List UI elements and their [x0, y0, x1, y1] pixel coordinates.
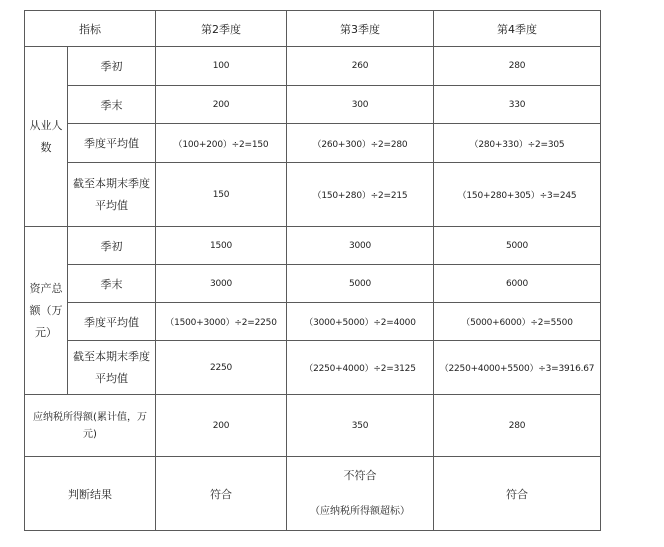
cell-value: 3000 [287, 227, 434, 265]
cell-value: 150 [156, 163, 287, 227]
result-q3-line1: 不符合 [343, 468, 377, 482]
table-row [25, 227, 601, 265]
cell-value: 300 [287, 86, 434, 124]
table-row [25, 163, 601, 227]
table-row [25, 457, 601, 531]
header-q4: 第4季度 [434, 11, 601, 47]
header-row [25, 11, 601, 47]
cell-value: （100+200）÷2=150 [156, 124, 287, 163]
cell-value: （280+330）÷2=305 [434, 124, 601, 163]
cell-value: 350 [287, 395, 434, 457]
row-label: 季末 [68, 86, 156, 124]
result-label: 判断结果 [25, 457, 156, 531]
row-label: 季度平均值 [68, 124, 156, 163]
quarterly-data-table [24, 10, 601, 531]
result-q2: 符合 [156, 457, 287, 531]
row-label: 季初 [68, 227, 156, 265]
cell-value: 260 [287, 47, 434, 86]
header-q3: 第3季度 [287, 11, 434, 47]
cell-value: 280 [434, 47, 601, 86]
cell-value: （3000+5000）÷2=4000 [287, 303, 434, 341]
employees-group-label: 从业人数 [25, 47, 68, 227]
cell-value: （5000+6000）÷2=5500 [434, 303, 601, 341]
cell-value: （150+280）÷2=215 [287, 163, 434, 227]
cell-value: （260+300）÷2=280 [287, 124, 434, 163]
result-q4: 符合 [434, 457, 601, 531]
cell-value: （2250+4000）÷2=3125 [287, 341, 434, 395]
cell-value: 200 [156, 395, 287, 457]
row-label: 季初 [68, 47, 156, 86]
cell-value: 330 [434, 86, 601, 124]
cell-value: （1500+3000）÷2=2250 [156, 303, 287, 341]
header-q2: 第2季度 [156, 11, 287, 47]
table-row [25, 265, 601, 303]
cell-value: 5000 [287, 265, 434, 303]
header-indicator: 指标 [25, 11, 156, 47]
row-label: 季度平均值 [68, 303, 156, 341]
cell-value: 280 [434, 395, 601, 457]
table-row [25, 395, 601, 457]
cell-value: （2250+4000+5500）÷3=3916.67 [434, 341, 601, 395]
row-label: 季末 [68, 265, 156, 303]
cell-value: 6000 [434, 265, 601, 303]
cell-value: 200 [156, 86, 287, 124]
cell-value: 2250 [156, 341, 287, 395]
cell-value: 5000 [434, 227, 601, 265]
row-label: 截至本期末季度平均值 [68, 163, 156, 227]
cell-value: 3000 [156, 265, 287, 303]
result-q3 [287, 457, 434, 531]
cell-value: 1500 [156, 227, 287, 265]
row-label: 截至本期末季度平均值 [68, 341, 156, 395]
result-q3-line2: （应纳税所得额超标） [310, 505, 410, 517]
table-row [25, 86, 601, 124]
table-row [25, 47, 601, 86]
assets-group-label: 资产总额（万元） [25, 227, 68, 395]
taxable-income-label: 应纳税所得额(累计值，万元) [25, 395, 156, 457]
table-row [25, 303, 601, 341]
table-row [25, 341, 601, 395]
cell-value: 100 [156, 47, 287, 86]
cell-value: （150+280+305）÷3=245 [434, 163, 601, 227]
table-row [25, 124, 601, 163]
